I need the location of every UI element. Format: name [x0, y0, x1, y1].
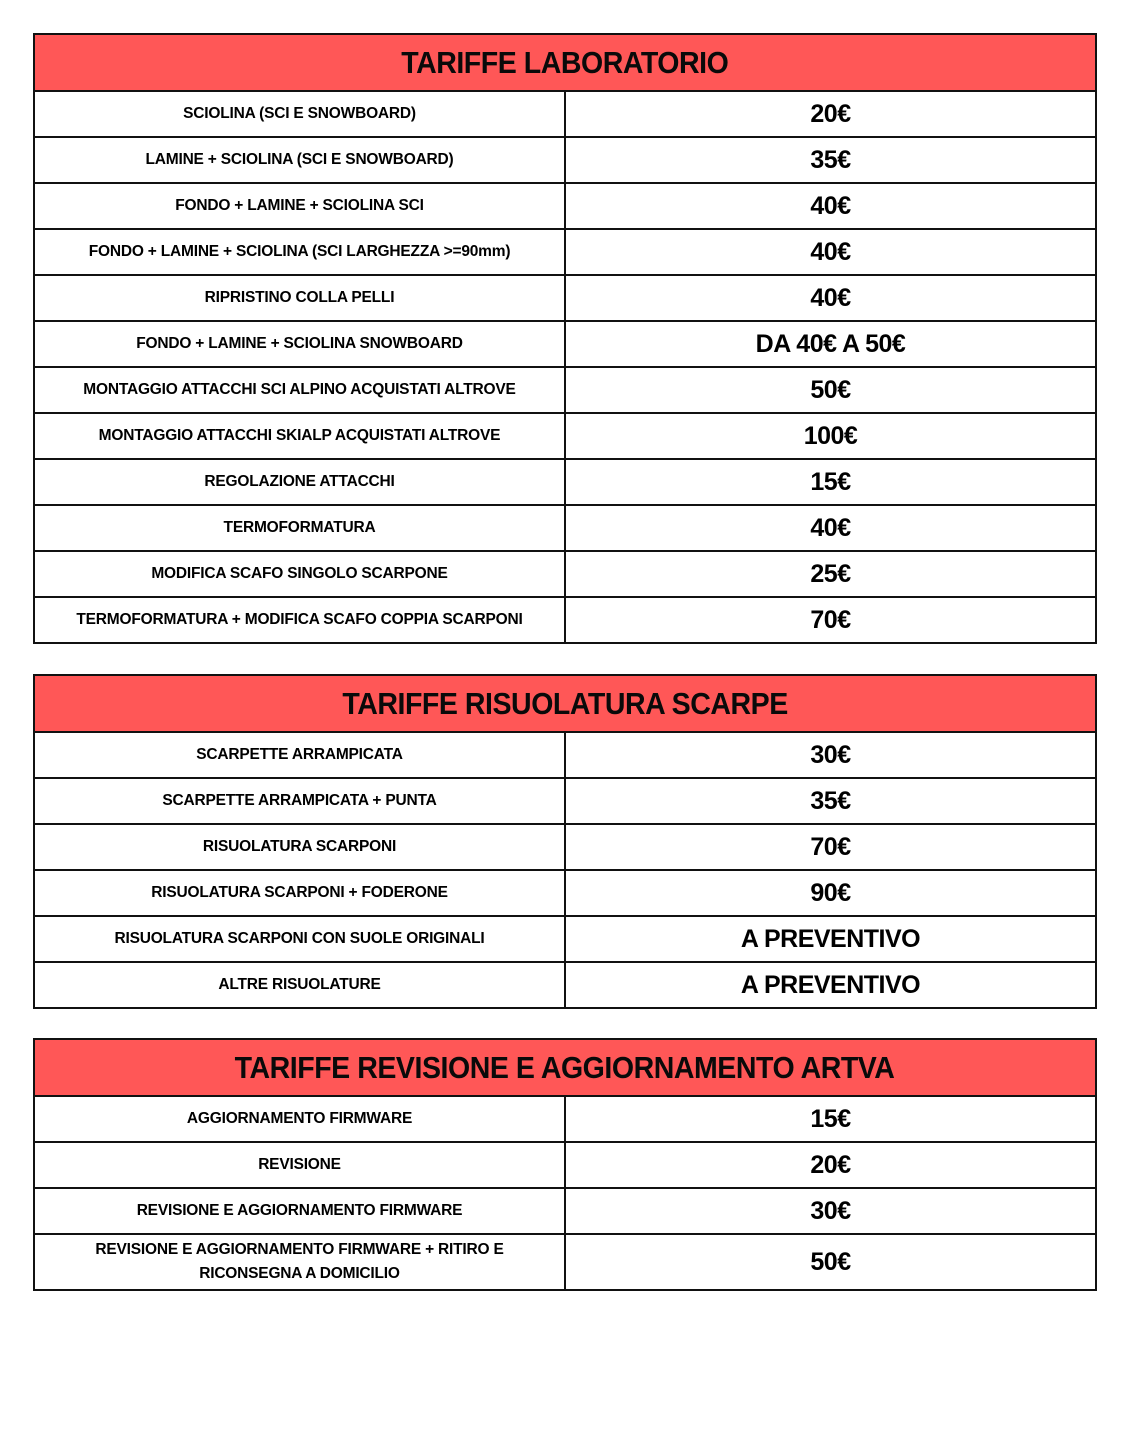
table-row: [34, 778, 1096, 824]
price-value: 70€: [810, 832, 851, 861]
service-label: REVISIONE: [258, 1156, 341, 1173]
service-label: FONDO + LAMINE + SCIOLINA SCI: [175, 197, 424, 214]
service-cell: [34, 778, 565, 824]
table-row: [34, 732, 1096, 778]
service-label: SCARPETTE ARRAMPICATA: [196, 746, 403, 763]
table-row: [34, 916, 1096, 962]
price-cell: [565, 597, 1096, 643]
table-title-text: TARIFFE RISUOLATURA SCARPE: [342, 685, 788, 721]
price-table-risuolatura: [33, 674, 1097, 1009]
price-cell: [565, 137, 1096, 183]
price-value: 100€: [803, 421, 858, 450]
table-row: [34, 1096, 1096, 1142]
service-label: ALTRE RISUOLATURE: [218, 976, 381, 993]
table-row: [34, 321, 1096, 367]
price-value: 40€: [810, 237, 851, 266]
price-cell: [565, 413, 1096, 459]
service-label: RISUOLATURA SCARPONI CON SUOLE ORIGINALI: [114, 930, 485, 947]
table-row: [34, 1188, 1096, 1234]
table-title: [34, 34, 1096, 91]
price-cell: [565, 275, 1096, 321]
price-cell: [565, 551, 1096, 597]
price-table-artva: [33, 1038, 1097, 1291]
table-row: [34, 962, 1096, 1008]
service-label: FONDO + LAMINE + SCIOLINA (SCI LARGHEZZA >=90mm): [88, 243, 511, 260]
service-cell: [34, 183, 565, 229]
service-cell: [34, 137, 565, 183]
price-cell: [565, 1188, 1096, 1234]
table-header-row: [34, 1039, 1096, 1096]
table-row: [34, 824, 1096, 870]
price-value: 25€: [810, 559, 851, 588]
price-cell: [565, 321, 1096, 367]
service-cell: [34, 1188, 565, 1234]
table-row: [34, 229, 1096, 275]
service-label: REGOLAZIONE ATTACCHI: [204, 473, 395, 490]
table-row: [34, 1142, 1096, 1188]
price-cell: [565, 1234, 1096, 1290]
service-cell: [34, 824, 565, 870]
service-label: FONDO + LAMINE + SCIOLINA SNOWBOARD: [136, 335, 463, 352]
price-cell: [565, 916, 1096, 962]
price-value: DA 40€ A 50€: [755, 329, 906, 358]
service-cell: [34, 732, 565, 778]
service-cell: [34, 321, 565, 367]
price-value: 50€: [810, 1247, 851, 1276]
price-cell: [565, 367, 1096, 413]
price-value: 30€: [810, 1196, 851, 1225]
price-cell: [565, 183, 1096, 229]
table-row: [34, 91, 1096, 137]
price-value: 35€: [810, 145, 851, 174]
price-value: 15€: [810, 467, 851, 496]
service-cell: [34, 870, 565, 916]
price-value: A PREVENTIVO: [740, 970, 921, 999]
price-value: 40€: [810, 283, 851, 312]
price-value: 35€: [810, 786, 851, 815]
price-cell: [565, 505, 1096, 551]
price-value: 40€: [810, 513, 851, 542]
price-cell: [565, 732, 1096, 778]
service-label: REVISIONE E AGGIORNAMENTO FIRMWARE + RITIRO E RICONSEGNA A DOMICILIO: [95, 1241, 504, 1282]
service-cell: [34, 275, 565, 321]
table-row: [34, 413, 1096, 459]
service-cell: [34, 413, 565, 459]
table-row: [34, 367, 1096, 413]
service-cell: [34, 459, 565, 505]
table-header-row: [34, 675, 1096, 732]
price-value: 70€: [810, 605, 851, 634]
price-cell: [565, 229, 1096, 275]
service-label: REVISIONE E AGGIORNAMENTO FIRMWARE: [136, 1202, 463, 1219]
table-row: [34, 275, 1096, 321]
service-cell: [34, 916, 565, 962]
table-row: [34, 505, 1096, 551]
service-label: RISUOLATURA SCARPONI + FODERONE: [151, 884, 448, 901]
service-label: SCIOLINA (SCI E SNOWBOARD): [183, 105, 416, 122]
service-label: SCARPETTE ARRAMPICATA + PUNTA: [162, 792, 437, 809]
table-row: [34, 1234, 1096, 1290]
price-value: 30€: [810, 740, 851, 769]
service-cell: [34, 91, 565, 137]
table-title-text: TARIFFE LABORATORIO: [401, 44, 729, 80]
service-label: AGGIORNAMENTO FIRMWARE: [186, 1110, 413, 1127]
service-cell: [34, 1096, 565, 1142]
service-cell: [34, 1234, 565, 1290]
table-header-row: [34, 34, 1096, 91]
service-label: MONTAGGIO ATTACCHI SKIALP ACQUISTATI ALTROVE: [98, 427, 501, 444]
price-cell: [565, 459, 1096, 505]
service-cell: [34, 597, 565, 643]
price-table-laboratorio: [33, 33, 1097, 644]
table-row: [34, 870, 1096, 916]
price-cell: [565, 1096, 1096, 1142]
service-label: TERMOFORMATURA: [223, 519, 376, 536]
service-label: RIPRISTINO COLLA PELLI: [204, 289, 395, 306]
price-cell: [565, 778, 1096, 824]
service-label: MONTAGGIO ATTACCHI SCI ALPINO ACQUISTATI ALTROVE: [83, 381, 516, 398]
price-cell: [565, 870, 1096, 916]
service-label: LAMINE + SCIOLINA (SCI E SNOWBOARD): [145, 151, 454, 168]
table-row: [34, 597, 1096, 643]
service-cell: [34, 367, 565, 413]
price-value: 90€: [810, 878, 851, 907]
service-cell: [34, 505, 565, 551]
price-cell: [565, 91, 1096, 137]
price-value: 20€: [810, 99, 851, 128]
service-label: RISUOLATURA SCARPONI: [202, 838, 397, 855]
price-value: A PREVENTIVO: [740, 924, 921, 953]
service-cell: [34, 229, 565, 275]
price-value: 15€: [810, 1104, 851, 1133]
price-cell: [565, 1142, 1096, 1188]
table-row: [34, 459, 1096, 505]
table-title: [34, 675, 1096, 732]
table-row: [34, 183, 1096, 229]
price-cell: [565, 824, 1096, 870]
service-label: MODIFICA SCAFO SINGOLO SCARPONE: [151, 565, 448, 582]
table-row: [34, 137, 1096, 183]
service-cell: [34, 962, 565, 1008]
price-value: 40€: [810, 191, 851, 220]
table-title-text: TARIFFE REVISIONE E AGGIORNAMENTO ARTVA: [235, 1049, 895, 1085]
price-value: 20€: [810, 1150, 851, 1179]
table-row: [34, 551, 1096, 597]
price-value: 50€: [810, 375, 851, 404]
service-label: TERMOFORMATURA + MODIFICA SCAFO COPPIA SCARPONI: [76, 611, 523, 628]
service-cell: [34, 1142, 565, 1188]
price-cell: [565, 962, 1096, 1008]
table-title: [34, 1039, 1096, 1096]
service-cell: [34, 551, 565, 597]
